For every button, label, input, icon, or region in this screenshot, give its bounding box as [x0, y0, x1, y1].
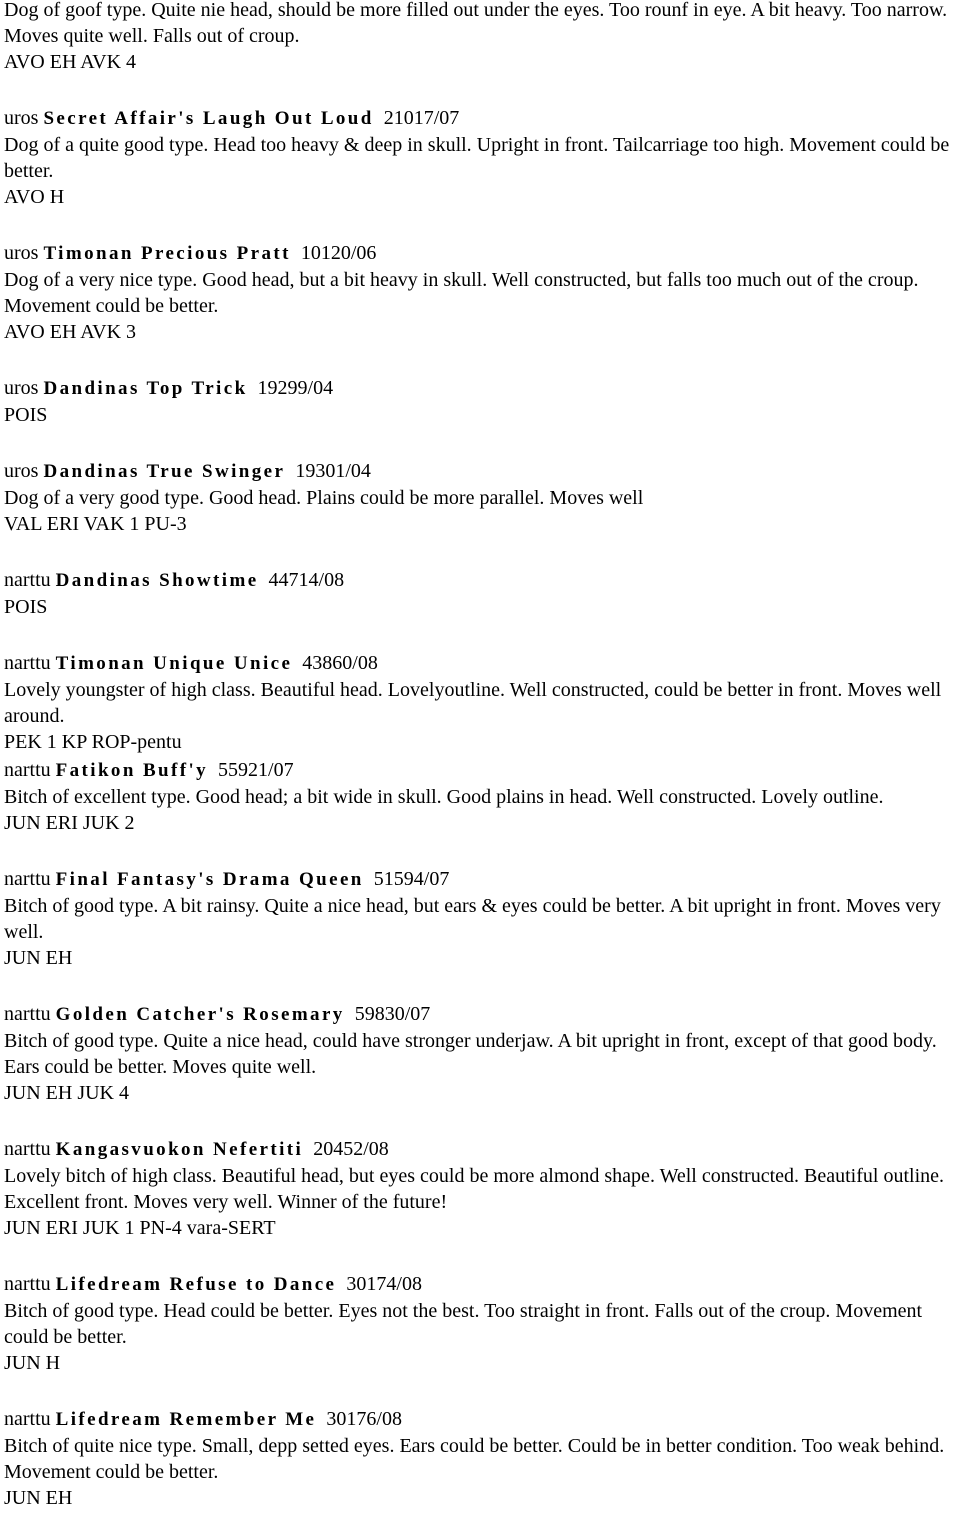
sex-label: narttu — [4, 1408, 51, 1430]
entry — [4, 866, 956, 971]
result-text: VAL ERI VAK 1 PU-3 — [4, 513, 187, 535]
sex-label: narttu — [4, 759, 51, 781]
entry — [4, 757, 956, 836]
entry-header — [4, 757, 956, 784]
entry-header — [4, 240, 956, 267]
result-text: JUN EH — [4, 1487, 73, 1509]
registration-number: 19301/04 — [295, 460, 371, 482]
result-text: JUN EH — [4, 947, 73, 969]
entry-header — [4, 1001, 956, 1028]
entry-header — [4, 1136, 956, 1163]
sex-label: uros — [4, 377, 39, 399]
dog-name: Secret Affair's Laugh Out Loud — [43, 108, 374, 129]
dog-name: Timonan Unique Unice — [55, 653, 293, 674]
entry-header — [4, 866, 956, 893]
critique-text: Bitch of good type. Quite a nice head, could have stronger underjaw. A bit upright in front, except of that good body. Ears could be better. Moves quite well. — [4, 1030, 937, 1078]
entry — [4, 240, 956, 345]
entry — [4, 1406, 956, 1511]
result-text: PEK 1 KP ROP-pentu — [4, 731, 182, 753]
result-text: POIS — [4, 596, 48, 618]
registration-number: 30176/08 — [326, 1408, 402, 1430]
dog-name: Lifedream Refuse to Dance — [55, 1274, 337, 1295]
entry-header — [4, 567, 956, 594]
result-text: POIS — [4, 404, 48, 426]
critique-text: Dog of a very good type. Good head. Plains could be more parallel. Moves well — [4, 487, 644, 509]
result-text: JUN ERI JUK 2 — [4, 812, 135, 834]
result-text: JUN EH JUK 4 — [4, 1082, 129, 1104]
dog-name: Kangasvuokon Nefertiti — [55, 1139, 304, 1160]
entry — [4, 458, 956, 537]
sex-label: uros — [4, 107, 39, 129]
dog-name: Fatikon Buff'y — [55, 760, 209, 781]
sex-label: narttu — [4, 1273, 51, 1295]
registration-number: 20452/08 — [313, 1138, 389, 1160]
result-text: JUN ERI JUK 1 PN-4 vara-SERT — [4, 1217, 276, 1239]
critique-text: Lovely bitch of high class. Beautiful head, but eyes could be more almond shape. Well constructed. Beautiful outline. Excellent front. Moves very well. Winner of the future! — [4, 1165, 944, 1213]
registration-number: 30174/08 — [346, 1273, 422, 1295]
entry-header — [4, 458, 956, 485]
entry-header — [4, 1271, 956, 1298]
critique-text: Bitch of good type. A bit rainsy. Quite a nice head, but ears & eyes could be better. A bit upright in front. Moves very well. — [4, 895, 941, 943]
registration-number: 43860/08 — [302, 652, 378, 674]
dog-name: Final Fantasy's Drama Queen — [55, 869, 364, 890]
sex-label: uros — [4, 460, 39, 482]
result-text: JUN H — [4, 1352, 61, 1374]
entry-header — [4, 1406, 956, 1433]
critique-text: Dog of goof type. Quite nie head, should be more filled out under the eyes. Too rounf in eye. A bit heavy. Too narrow. Moves quite well. Falls out of croup. — [4, 0, 948, 47]
registration-number: 10120/06 — [300, 242, 377, 264]
result-text: AVO EH AVK 4 — [4, 51, 137, 73]
registration-number: 51594/07 — [373, 868, 450, 890]
registration-number: 55921/07 — [218, 759, 294, 781]
sex-label: narttu — [4, 569, 51, 591]
sex-label: narttu — [4, 868, 51, 890]
dog-name: Golden Catcher's Rosemary — [55, 1004, 345, 1025]
intro-block — [4, 0, 956, 75]
entry — [4, 1136, 956, 1241]
entry-header — [4, 105, 956, 132]
entry — [4, 375, 956, 428]
entry-header — [4, 375, 956, 402]
critique-text: Lovely youngster of high class. Beautiful head. Lovelyoutline. Well constructed, could be better in front. Moves well around. — [4, 679, 942, 727]
entry — [4, 650, 956, 755]
registration-number: 19299/04 — [257, 377, 334, 399]
result-text: AVO H — [4, 186, 65, 208]
dog-name: Dandinas Showtime — [55, 570, 259, 591]
critique-text: Bitch of good type. Head could be better. Eyes not the best. Too straight in front. Falls out of the croup. Movement could be better. — [4, 1300, 923, 1348]
dog-name: Dandinas Top Trick — [43, 378, 248, 399]
entry-header — [4, 650, 956, 677]
critique-text: Bitch of quite nice type. Small, depp setted eyes. Ears could be better. Could be in better condition. Too weak behind. Movement could be better. — [4, 1435, 945, 1483]
sex-label: narttu — [4, 1138, 51, 1160]
critique-text: Dog of a very nice type. Good head, but a bit heavy in skull. Well constructed, but falls too much out of the croup. Movement could be better. — [4, 269, 919, 317]
registration-number: 21017/07 — [383, 107, 460, 129]
critique-text: Bitch of excellent type. Good head; a bit wide in skull. Good plains in head. Well constructed. Lovely outline. — [4, 786, 884, 808]
sex-label: uros — [4, 242, 39, 264]
entry — [4, 567, 956, 620]
dog-name: Lifedream Remember Me — [55, 1409, 317, 1430]
entry — [4, 105, 956, 210]
entry — [4, 1001, 956, 1106]
dog-name: Timonan Precious Pratt — [43, 243, 291, 264]
sex-label: narttu — [4, 1003, 51, 1025]
dog-name: Dandinas True Swinger — [43, 461, 286, 482]
registration-number: 44714/08 — [268, 569, 345, 591]
registration-number: 59830/07 — [354, 1003, 431, 1025]
sex-label: narttu — [4, 652, 51, 674]
critique-text: Dog of a quite good type. Head too heavy & deep in skull. Upright in front. Tailcarriage too high. Movement could be better. — [4, 134, 950, 182]
entry — [4, 1271, 956, 1376]
result-text: AVO EH AVK 3 — [4, 321, 137, 343]
